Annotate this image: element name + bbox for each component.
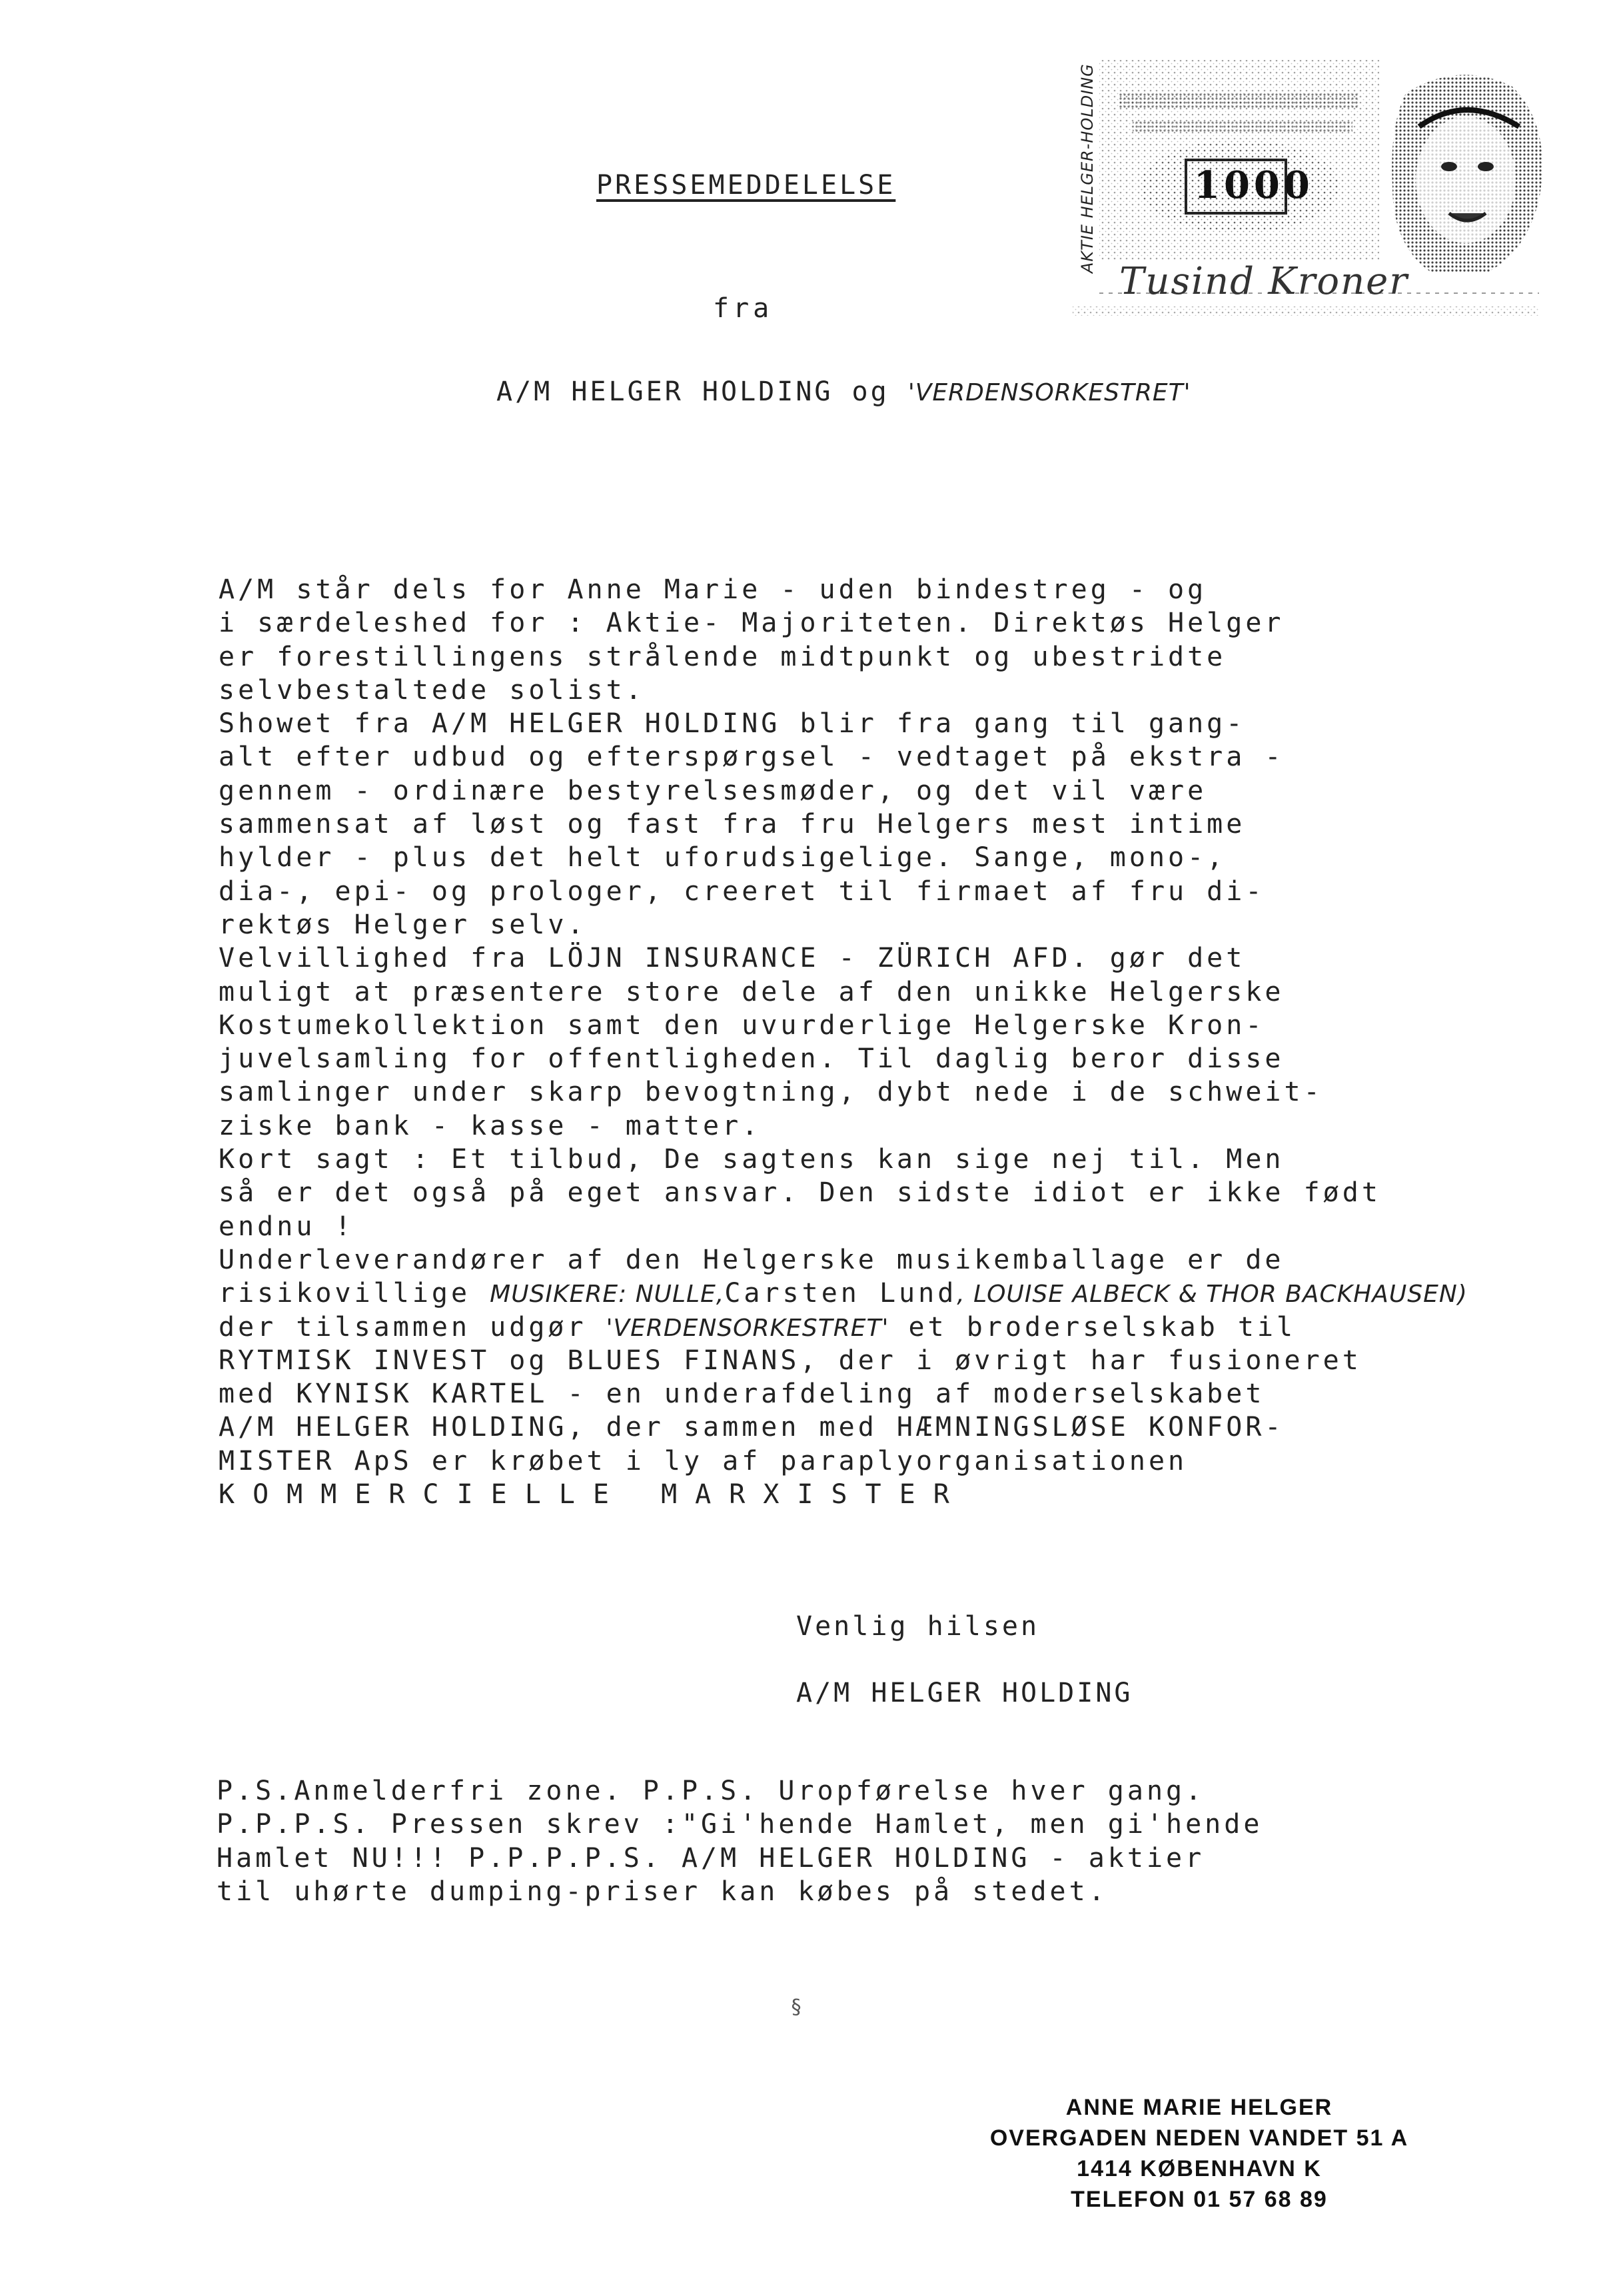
body-line-mixed: [219, 1277, 1484, 1310]
stamp-vertical-label: AKTIE HELGER-HOLDING: [1078, 63, 1097, 273]
body-line: så er det også på eget ansvar. Den sidste idiot er ikke født: [219, 1177, 1381, 1209]
stamp-value-words: Tusind Kroner: [1119, 260, 1409, 303]
ps-line: P.P.P.S. Pressen skrev :"Gi'hende Hamlet, men gi'hende: [217, 1809, 1263, 1840]
body-line: dia-, epi- og prologer, creeret til firmaet af fru di-: [219, 875, 1265, 907]
body-line-mixed: [219, 1311, 1484, 1344]
body-line: Kort sagt : Et tilbud, De sagtens kan sige nej til. Men: [219, 1144, 1285, 1175]
share-certificate-stamp: [1059, 53, 1552, 340]
ps-line: Hamlet NU!!! P.P.P.P.S. A/M HELGER HOLDING - aktier: [217, 1842, 1205, 1874]
address-phone: TELEFON 01 57 68 89: [1071, 2187, 1328, 2212]
body-line: RYTMISK INVEST og BLUES FINANS, der i øvrigt har fusioneret: [219, 1345, 1362, 1376]
body-line: A/M står dels for Anne Marie - uden bindestreg - og: [219, 574, 1207, 605]
body-line: juvelsamling for offentligheden. Til daglig beror disse: [219, 1043, 1285, 1075]
body-line: Underleverandører af den Helgerske musikemballage er de: [219, 1244, 1285, 1275]
body-line: Showet fra A/M HELGER HOLDING blir fra gang til gang-: [219, 708, 1246, 740]
page-mark: §: [790, 1996, 803, 2019]
line-text: der tilsammen udgør: [219, 1311, 606, 1343]
body-line: med KYNISK KARTEL - en underafdeling af moderselskabet: [219, 1379, 1265, 1410]
body-line: ziske bank - kasse - matter.: [219, 1110, 762, 1141]
body-line: sammensat af løst og fast fra fru Helgers mest intime: [219, 809, 1246, 840]
body-line: endnu !: [219, 1211, 354, 1242]
body-line: selvbestaltede solist.: [219, 674, 645, 706]
body-line: Kostumekollektion samt den uvurderlige Helgerske Kron-: [219, 1009, 1265, 1041]
document-title: PRESSEMEDDELELSE: [596, 170, 896, 201]
body-line: A/M HELGER HOLDING, der sammen med HÆMNINGSLØSE KONFOR-: [219, 1412, 1285, 1443]
address-street: OVERGADEN NEDEN VANDET 51 A: [989, 2125, 1409, 2151]
stamp-value: 1000: [1194, 163, 1314, 207]
body-line: hylder - plus det helt uforudsigelige. Sange, mono-,: [219, 842, 1227, 873]
body-line: i særdeleshed for : Aktie- Majoriteten. Direktøs Helger: [219, 608, 1285, 639]
ps-line: P.S.Anmelderfri zone. P.P.S. Uropførelse hver gang.: [217, 1776, 1205, 1806]
company-prefix: A/M HELGER HOLDING og: [496, 376, 889, 407]
body-line: er forestillingens strålende midtpunkt og ubestridte: [219, 641, 1227, 672]
line-text: Carsten Lund: [724, 1278, 957, 1309]
address-city: 1414 KØBENHAVN K: [1077, 2156, 1322, 2181]
line-text: risikovillige: [219, 1278, 490, 1309]
postscripts: [217, 1774, 1263, 1908]
body-line: muligt at præsentere store dele af den unikke Helgerske: [219, 976, 1285, 1007]
closing-signature: A/M HELGER HOLDING: [796, 1678, 1133, 1708]
body-line: rektøs Helger selv.: [219, 909, 587, 940]
address-name: ANNE MARIE HELGER: [1065, 2095, 1333, 2120]
body-line: alt efter udbud og efterspørgsel - vedtaget på ekstra -: [219, 742, 1285, 773]
from-label: fra: [713, 293, 774, 324]
body-line: samlinger under skarp bevogtning, dybt nede i de schweit-: [219, 1077, 1323, 1108]
handwritten-insert: MUSIKERE: NULLE,: [490, 1281, 725, 1309]
body-line: gennem - ordinære bestyrelsesmøder, og det vil være: [219, 775, 1207, 806]
spaced-organisation-name: KOMMERCIELLE MARXISTER: [219, 1479, 967, 1510]
company-heading: [496, 376, 1191, 407]
body-line: Velvillighed fra LÖJN INSURANCE - ZÜRICH AFD. gør det: [219, 943, 1246, 974]
closing-greeting: Venlig hilsen: [796, 1611, 1040, 1642]
company-handwritten: 'VERDENSORKESTRET': [907, 379, 1191, 406]
body-text: [219, 573, 1484, 1511]
line-text: et broderselskab til: [889, 1311, 1297, 1343]
body-line: MISTER ApS er krøbet i ly af paraplyorganisationen: [219, 1445, 1188, 1476]
sender-address: [946, 2092, 1452, 2215]
ps-line: til uhørte dumping-priser kan købes på stedet.: [217, 1876, 1108, 1907]
handwritten-insert: 'VERDENSORKESTRET': [606, 1314, 889, 1342]
handwritten-insert: , LOUISE ALBECK & THOR BACKHAUSEN): [957, 1281, 1468, 1309]
